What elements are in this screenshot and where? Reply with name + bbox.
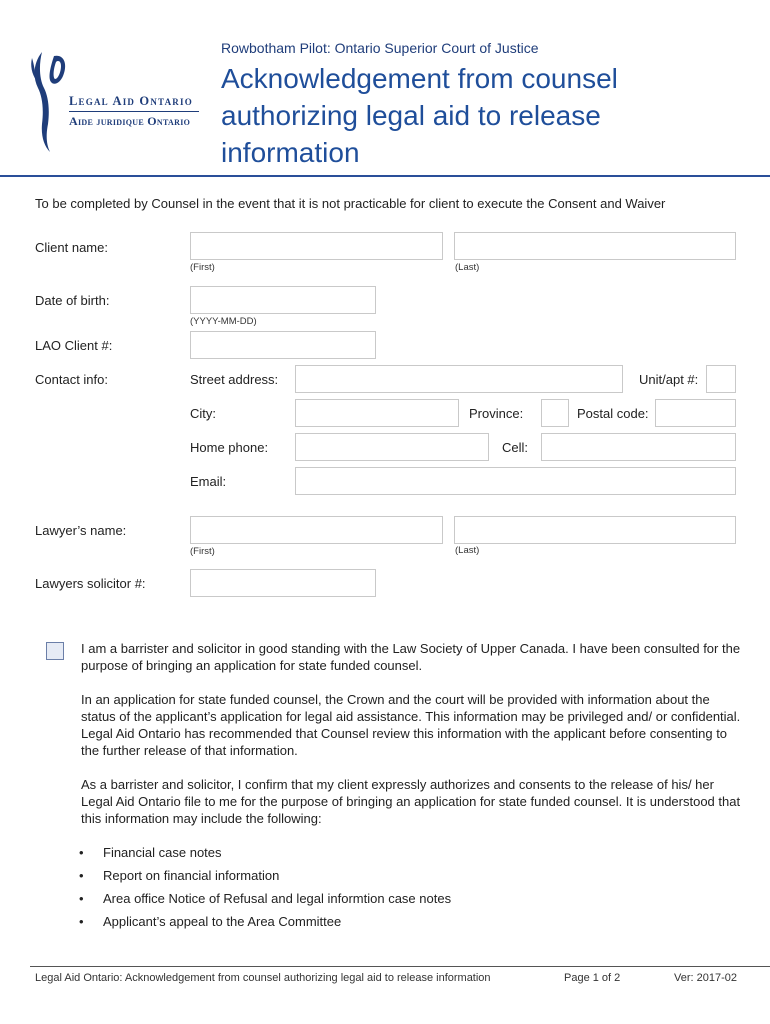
bullet-icon: • xyxy=(79,868,84,883)
client-last-name-input[interactable] xyxy=(454,232,736,260)
home-phone-input[interactable] xyxy=(295,433,489,461)
footer-divider xyxy=(30,966,770,967)
bullet-icon: • xyxy=(79,891,84,906)
acknowledgement-checkbox[interactable] xyxy=(46,642,64,660)
client-first-name-input[interactable] xyxy=(190,232,443,260)
solicitor-number-label: Lawyers solicitor #: xyxy=(35,576,146,591)
lawyer-last-hint: (Last) xyxy=(455,545,480,556)
province-input[interactable] xyxy=(541,399,569,427)
logo-divider xyxy=(69,111,199,112)
footer-doc-title: Legal Aid Ontario: Acknowledgement from counsel authorizing legal aid to release information xyxy=(35,972,491,984)
list-item: Applicant’s appeal to the Area Committee xyxy=(103,914,342,929)
logo-text-english: Legal Aid Ontario xyxy=(69,94,193,108)
bullet-icon: • xyxy=(79,845,84,860)
street-address-input[interactable] xyxy=(295,365,623,393)
dob-hint: (YYYY-MM-DD) xyxy=(190,316,257,327)
contact-info-label: Contact info: xyxy=(35,372,108,387)
lao-client-input[interactable] xyxy=(190,331,376,359)
bullet-icon: • xyxy=(79,914,84,929)
postal-code-input[interactable] xyxy=(655,399,736,427)
acknowledgement-paragraph-3: As a barrister and solicitor, I confirm that my client expressly authorizes and consents to the release of his/ her Legal Aid Ontario file to me for the purpose of bringing an application for state funded counsel. It is understood that this information may include the following: xyxy=(81,777,741,826)
acknowledgement-paragraph-1: I am a barrister and solicitor in good standing with the Law Society of Upper Canada. I have been consulted for the purpose of bringing an application for state funded counsel. xyxy=(81,641,741,673)
list-item: Report on financial information xyxy=(103,868,280,883)
city-label: City: xyxy=(190,406,216,421)
street-address-label: Street address: xyxy=(190,372,279,387)
solicitor-number-input[interactable] xyxy=(190,569,376,597)
client-last-hint: (Last) xyxy=(455,262,480,273)
client-first-hint: (First) xyxy=(190,262,215,273)
header-divider xyxy=(0,175,770,177)
cell-label: Cell: xyxy=(502,440,529,455)
page-title: Acknowledgement from counsel authorizing legal aid to release information xyxy=(221,63,618,168)
footer-version: Ver: 2017-02 xyxy=(674,972,737,984)
city-input[interactable] xyxy=(295,399,459,427)
intro-text: To be completed by Counsel in the event that it is not practicable for client to execute the Consent and Waiver xyxy=(35,196,666,211)
lawyer-name-label: Lawyer’s name: xyxy=(35,523,127,538)
cell-input[interactable] xyxy=(541,433,736,461)
unit-apt-input[interactable] xyxy=(706,365,736,393)
unit-apt-label: Unit/apt #: xyxy=(639,372,699,387)
dob-input[interactable] xyxy=(190,286,376,314)
list-item: Area office Notice of Refusal and legal informtion case notes xyxy=(103,891,452,906)
client-name-label: Client name: xyxy=(35,240,108,255)
lawyer-last-name-input[interactable] xyxy=(454,516,736,544)
list-item: Financial case notes xyxy=(103,845,222,860)
logo-text-french: Aide juridique Ontario xyxy=(69,114,191,128)
postal-code-label: Postal code: xyxy=(577,406,649,421)
lawyer-first-hint: (First) xyxy=(190,546,215,557)
province-label: Province: xyxy=(469,406,524,421)
footer-page-number: Page 1 of 2 xyxy=(564,972,621,984)
home-phone-label: Home phone: xyxy=(190,440,269,455)
lawyer-first-name-input[interactable] xyxy=(190,516,443,544)
page-subtitle: Rowbotham Pilot: Ontario Superior Court of Justice xyxy=(221,40,539,56)
lao-client-label: LAO Client #: xyxy=(35,338,113,353)
dob-label: Date of birth: xyxy=(35,293,110,308)
email-input[interactable] xyxy=(295,467,736,495)
email-label: Email: xyxy=(190,474,227,489)
acknowledgement-paragraph-2: In an application for state funded counsel, the Crown and the court will be provided with information about the status of the applicant’s application for legal aid assistance. This information may be privileged and/ or confidential. Legal Aid Ontario has recommended that Counsel review this information with the applicant before consenting to the further release of that information. xyxy=(81,692,741,758)
lao-logo-figure-icon xyxy=(30,48,70,156)
